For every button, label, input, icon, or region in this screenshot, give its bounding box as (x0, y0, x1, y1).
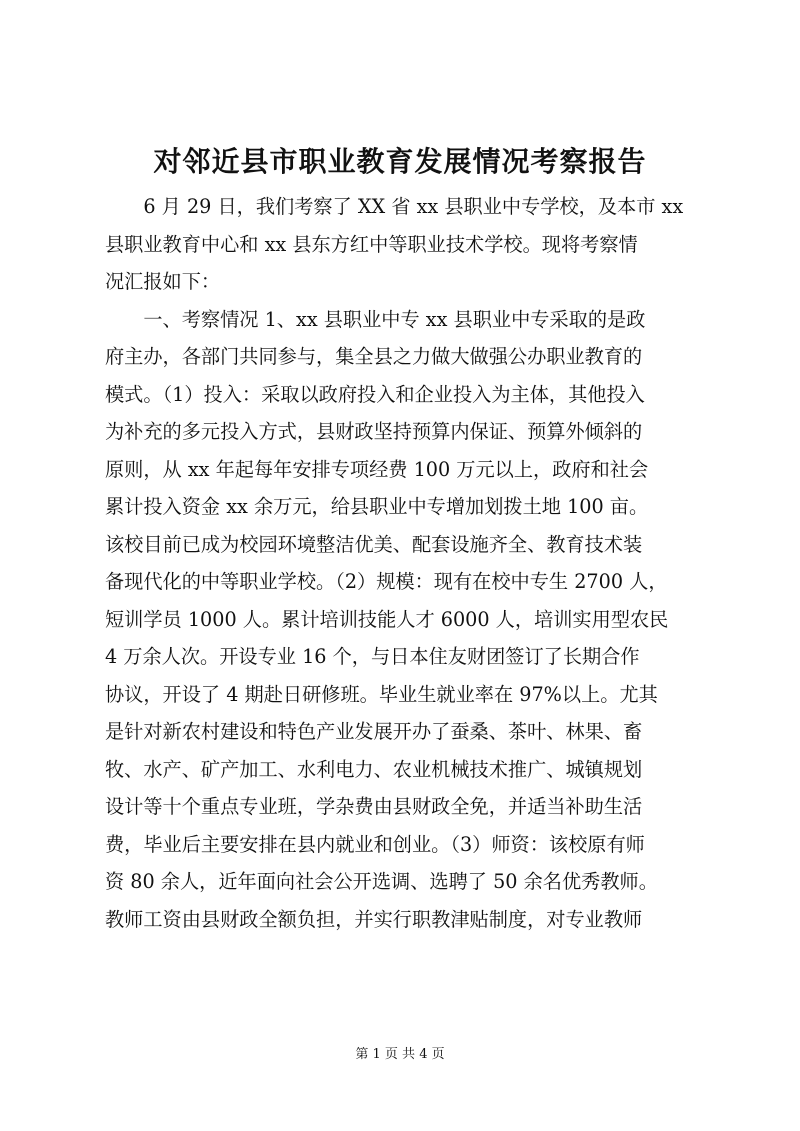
document-body (105, 188, 705, 938)
body-line: 该校目前已成为校园环境整洁优美、配套设施齐全、教育技术装 (105, 532, 643, 556)
body-line: 模式。（1）投入：采取以政府投入和企业投入为主体，其他投入 (105, 382, 645, 406)
body-line: 短训学员 1000 人。累计培训技能人才 6000 人，培训实用型农民 (105, 607, 669, 631)
body-line: 设计等十个重点专业班，学杂费由县财政全免，并适当补助生活 (105, 795, 643, 818)
body-line: 况汇报如下： (105, 270, 221, 293)
body-line: 4 万余人次。开设专业 16 个，与日本住友财团签订了长期合作 (105, 645, 640, 668)
page-number-footer: 第 1 页 共 4 页 (355, 1047, 445, 1062)
body-line: 备现代化的中等职业学校。（2）规模：现有在校中专生 2700 人， (105, 570, 668, 593)
body-line: 教师工资由县财政全额负担，并实行职教津贴制度，对专业教师 (105, 907, 643, 931)
body-line: 协议，开设了 4 期赴日研修班。毕业生就业率在 97%以上。尤其 (105, 682, 658, 706)
body-line: 府主办，各部门共同参与，集全县之力做大做强公办职业教育的 (105, 345, 643, 368)
document-title: 对邻近县市职业教育发展情况考察报告 (153, 145, 647, 178)
body-line: 费，毕业后主要安排在县内就业和创业。（3）师资：该校原有师 (105, 832, 645, 856)
body-line: 原则，从 xx 年起每年安排专项经费 100 万元以上，政府和社会 (105, 457, 649, 481)
body-line: 为补充的多元投入方式，县财政坚持预算内保证、预算外倾斜的 (105, 420, 643, 443)
body-line: 是针对新农村建设和特色产业发展开办了蚕桑、茶叶、林果、畜 (105, 720, 643, 743)
body-line: 6 月 29 日，我们考察了 XX 省 xx 县职业中专学校，及本市 xx (105, 195, 684, 218)
body-line: 牧、水产、矿产加工、水利电力、农业机械技术推广、城镇规划 (105, 757, 643, 781)
body-line: 县职业教育中心和 xx 县东方红中等职业技术学校。现将考察情 (105, 232, 638, 256)
body-line: 一、考察情况 1、xx 县职业中专 xx 县职业中专采取的是政 (105, 307, 646, 331)
body-line: 累计投入资金 xx 余万元，给县职业中专增加划拨土地 100 亩。 (105, 495, 649, 518)
body-line: 资 80 余人，近年面向社会公开选调、选聘了 50 余名优秀教师。 (105, 870, 658, 893)
